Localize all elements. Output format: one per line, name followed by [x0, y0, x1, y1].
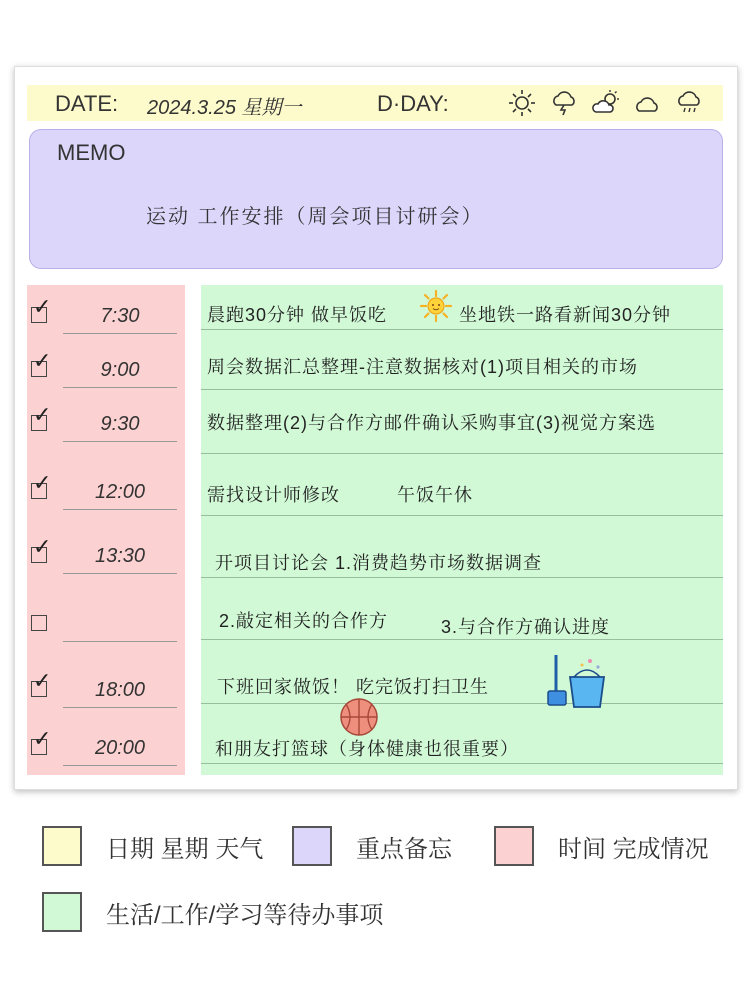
- time-row: [27, 469, 185, 509]
- thunderstorm-icon[interactable]: [549, 89, 579, 117]
- task-item: 下班回家做饭！ 吃完饭打扫卫生: [217, 677, 489, 697]
- legend-swatch: [42, 892, 82, 932]
- task-line: [201, 577, 723, 578]
- completion-checkbox[interactable]: [31, 669, 52, 697]
- task-line: [201, 763, 723, 764]
- task-line: [201, 703, 723, 704]
- task-line: [201, 453, 723, 454]
- task-item: 晨跑30分钟 做早饭吃: [207, 305, 388, 325]
- task-item: 需找设计师修改: [207, 485, 340, 505]
- task-item: 和朋友打篮球（身体健康也很重要）: [215, 739, 519, 759]
- legend-label: 日期 星期 天气: [106, 835, 264, 863]
- task-item: 开项目讨论会 1.消费趋势市场数据调查: [215, 553, 543, 573]
- dday-label: D·DAY:: [377, 91, 449, 116]
- time-row: [27, 401, 185, 441]
- completion-checkbox[interactable]: [31, 295, 52, 323]
- time-value: 13:30: [94, 545, 146, 567]
- check-mark-icon: ✓: [33, 403, 52, 428]
- task-line: [201, 329, 723, 330]
- completion-checkbox[interactable]: [31, 727, 52, 755]
- legend-item: [494, 826, 709, 866]
- check-mark-icon: ✓: [33, 727, 52, 752]
- time-row: [27, 601, 185, 641]
- time-underline: [63, 509, 177, 510]
- legend-swatch: [292, 826, 332, 866]
- time-underline: [63, 441, 177, 442]
- task-item: 3.与合作方确认进度: [441, 617, 611, 637]
- task-item: 数据整理(2)与合作方邮件确认采购事宜(3)视觉方案选: [207, 413, 656, 433]
- task-column: [201, 285, 723, 775]
- time-value: 9:30: [100, 413, 140, 435]
- cleaning-bucket-sticker-icon: [546, 653, 612, 711]
- time-row: [27, 293, 185, 333]
- date-label: DATE:: [55, 91, 119, 116]
- legend-label: 重点备忘: [356, 835, 452, 863]
- completion-checkbox[interactable]: [31, 615, 47, 631]
- sunny-icon[interactable]: [507, 89, 537, 117]
- task-item: 午饭午休: [397, 485, 473, 505]
- task-line: [201, 515, 723, 516]
- partly-cloudy-icon[interactable]: [591, 89, 621, 117]
- completion-checkbox[interactable]: [31, 403, 52, 431]
- time-row: [27, 347, 185, 387]
- legend-item: [42, 826, 263, 866]
- legend-label: 生活/工作/学习等待办事项: [106, 901, 384, 929]
- time-value: 18:00: [94, 679, 146, 701]
- sun-sticker-icon: [419, 289, 453, 323]
- check-mark-icon: ✓: [33, 535, 52, 560]
- memo-text: 运动 工作安排（周会项目讨研会）: [146, 206, 484, 228]
- check-mark-icon: ✓: [33, 669, 52, 694]
- time-underline: [63, 765, 177, 766]
- basketball-sticker-icon: [339, 697, 379, 737]
- time-underline: [63, 333, 177, 334]
- date-header: [27, 85, 723, 121]
- completion-checkbox[interactable]: [31, 535, 52, 563]
- time-value: 12:00: [94, 481, 146, 503]
- weather-selector: [507, 89, 705, 117]
- check-mark-icon: ✓: [33, 471, 52, 496]
- time-row: [27, 667, 185, 707]
- completion-checkbox[interactable]: [31, 349, 52, 377]
- legend-swatch: [494, 826, 534, 866]
- legend-swatch: [42, 826, 82, 866]
- color-legend: [0, 820, 750, 960]
- legend-label: 时间 完成情况: [558, 835, 709, 863]
- task-line: [201, 389, 723, 390]
- time-underline: [63, 387, 177, 388]
- cloudy-icon[interactable]: [633, 89, 663, 117]
- date-value: 2024.3.25 星期一: [147, 97, 302, 119]
- time-underline: [63, 573, 177, 574]
- check-mark-icon: ✓: [33, 349, 52, 374]
- time-value: 7:30: [100, 305, 140, 327]
- memo-box: [29, 129, 723, 269]
- time-underline: [63, 707, 177, 708]
- legend-item: [292, 826, 452, 866]
- time-value: 20:00: [94, 737, 146, 759]
- time-value: 9:00: [100, 359, 140, 381]
- task-item: 周会数据汇总整理-注意数据核对(1)项目相关的市场: [207, 357, 638, 377]
- task-line: [201, 639, 723, 640]
- rain-icon[interactable]: [675, 89, 705, 117]
- task-item: 2.敲定相关的合作方: [219, 611, 389, 631]
- time-underline: [63, 641, 177, 642]
- time-column: [27, 285, 185, 775]
- legend-item: [42, 892, 383, 932]
- completion-checkbox[interactable]: [31, 471, 52, 499]
- time-row: [27, 725, 185, 765]
- task-item: 坐地铁一路看新闻30分钟: [459, 305, 672, 325]
- time-row: [27, 533, 185, 573]
- memo-label: MEMO: [57, 140, 126, 165]
- check-mark-icon: ✓: [33, 295, 52, 320]
- planner-card: [14, 66, 738, 790]
